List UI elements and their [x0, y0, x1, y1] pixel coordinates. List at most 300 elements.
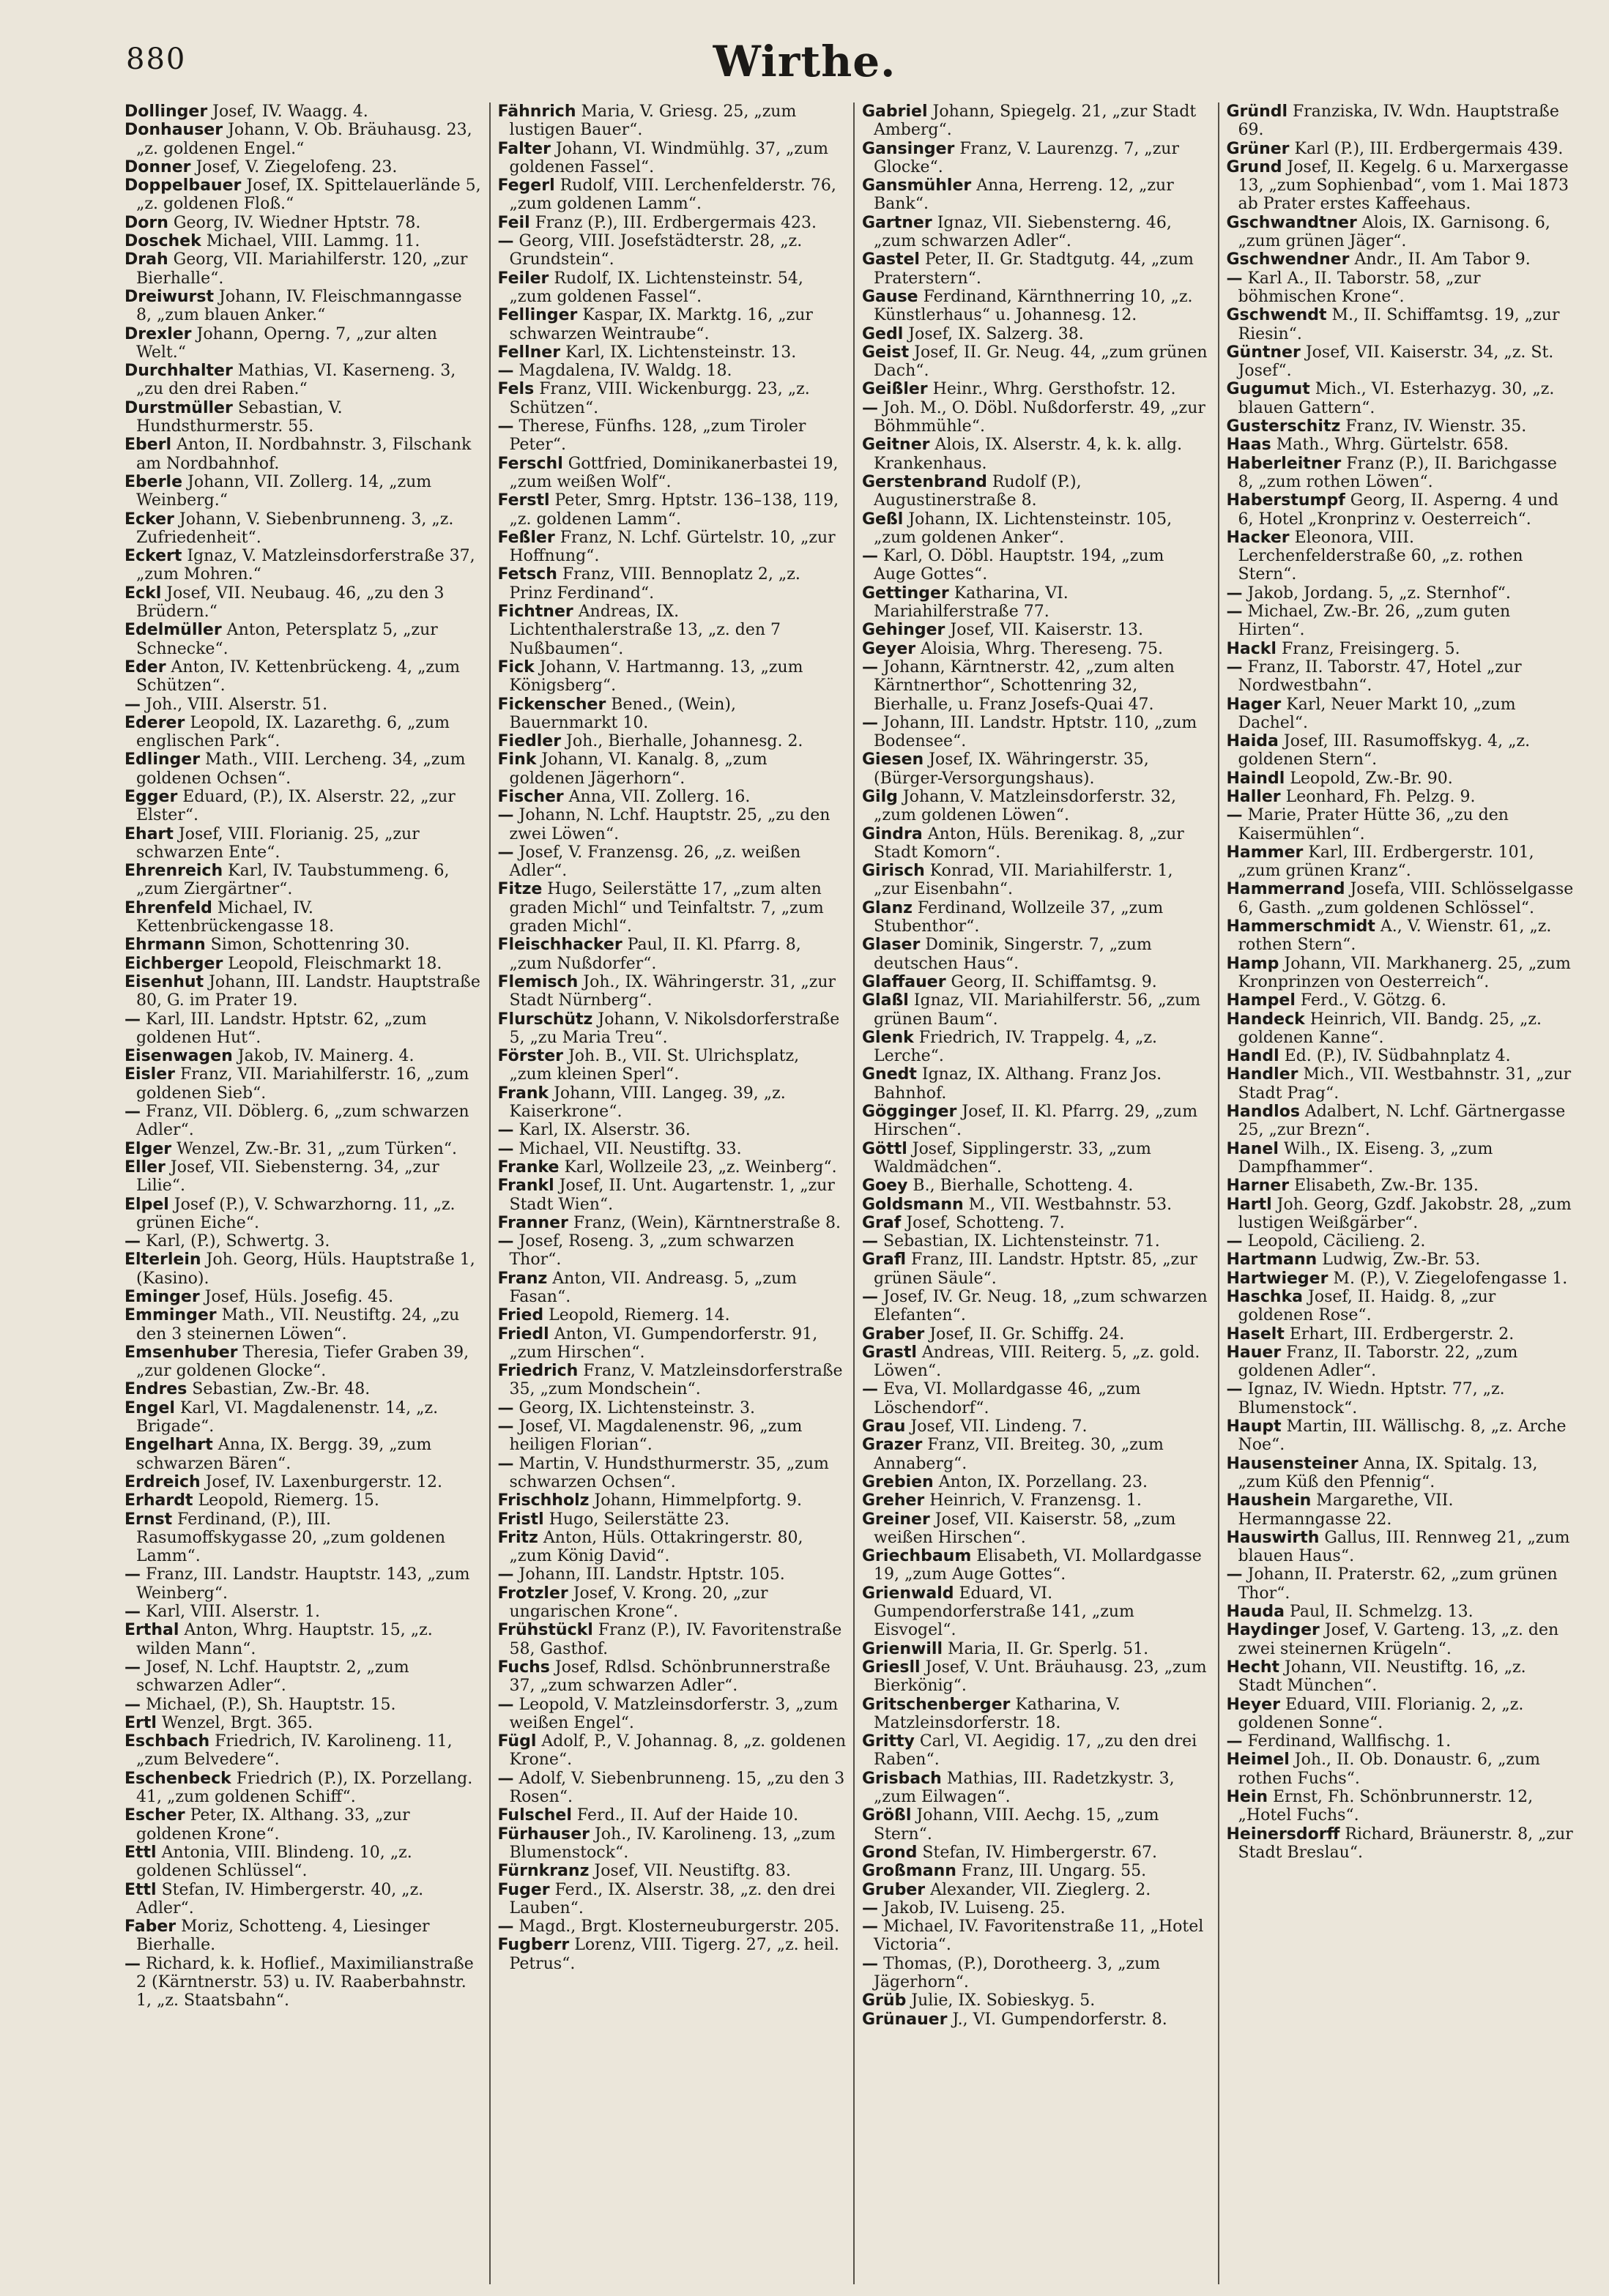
directory-entry — [1227, 1825, 1575, 1863]
directory-entry — [862, 1696, 1211, 1733]
entry-name: Haschka — [1226, 1288, 1304, 1306]
entry-name: Gusterschitz — [1226, 417, 1341, 436]
entry-details: Johann, VII. Zollerg. 14, „zum Weinberg.“ — [136, 472, 432, 510]
entry-details: Joh., IX. Währingerstr. 31, „zur Stadt Nürnberg“. — [509, 972, 836, 1010]
directory-entry — [1227, 1417, 1575, 1455]
entry-details: Josef, IV. Gr. Neug. 18, „zum schwarzen Elefanten“. — [874, 1288, 1208, 1325]
entry-name: Goldsmann — [862, 1195, 964, 1214]
entry-details: Ignaz, VII. Mariahilferstr. 56, „zum grünen Baum“. — [874, 991, 1201, 1029]
directory-entry — [1227, 1250, 1575, 1269]
directory-entry — [498, 1825, 847, 1863]
entry-details: Leopold, Riemerg. 14. — [543, 1306, 730, 1325]
entry-name: — — [497, 843, 514, 862]
entry-name: Franner — [497, 1213, 568, 1232]
entry-name: Edlinger — [125, 750, 201, 769]
entry-name: Hammerrand — [1226, 880, 1345, 899]
entry-name: Gansinger — [862, 139, 955, 158]
entry-details: Josef, III. Rasumoffskyg. 4, „z. goldenen Stern“. — [1238, 732, 1531, 769]
directory-entry — [498, 732, 847, 750]
entry-details: Magdalena, IV. Waldg. 18. — [513, 362, 732, 381]
entry-details: Josef, II. Gr. Schiffg. 24. — [924, 1324, 1125, 1343]
entry-name: Eisenwagen — [125, 1047, 233, 1066]
entry-name: Gehinger — [862, 621, 945, 640]
directory-entry — [862, 102, 1211, 140]
entry-details: Friedrich, IV. Karolineng. 11, „zum Belvedere“. — [136, 1732, 453, 1770]
entry-details: Franz, III. Ungarg. 55. — [956, 1862, 1147, 1881]
entry-name: Hartl — [1226, 1195, 1272, 1214]
entry-name: Eminger — [125, 1288, 200, 1306]
entry-name: — — [862, 1288, 878, 1306]
entry-name: Ferstl — [497, 491, 550, 510]
entry-details: Andreas, IX. Lichtenthalerstraße 13, „z. den 7 Nußbaumen“. — [509, 603, 781, 658]
entry-details: Josef, V. Unt. Bräuhausg. 23, „zum Bierkönig“. — [874, 1658, 1207, 1696]
entry-name: Frühstückl — [497, 1621, 593, 1640]
directory-entry — [862, 1991, 1211, 2010]
entry-details: Karl, VIII. Alserstr. 1. — [141, 1603, 320, 1622]
directory-entry — [125, 473, 482, 510]
directory-entry — [498, 880, 847, 936]
entry-details: Johann, V. Ob. Bräuhausg. 23, „z. goldenen Engel.“ — [136, 121, 472, 158]
entry-name: — — [497, 1232, 514, 1251]
directory-entry — [125, 121, 482, 158]
entry-name: Fuger — [497, 1880, 550, 1899]
directory-entry — [125, 362, 482, 399]
directory-entry — [498, 1510, 847, 1529]
entry-name: Gartner — [862, 213, 932, 232]
entry-details: Martin, III. Wällischg. 8, „z. Arche Noe“. — [1238, 1417, 1567, 1455]
directory-entry — [498, 1806, 847, 1824]
entry-name: Frischholz — [497, 1491, 590, 1510]
entry-name: — — [497, 1769, 514, 1788]
entry-name: Ehart — [125, 824, 174, 843]
entry-details: Adalbert, N. Lchf. Gärtnergasse 25, „zur Brezn“. — [1238, 1103, 1566, 1140]
directory-entry — [498, 306, 847, 343]
entry-name: Ettl — [125, 1880, 157, 1899]
entry-name: Erthal — [125, 1621, 179, 1640]
entry-name: Erdreich — [125, 1472, 201, 1491]
directory-entry — [1227, 250, 1575, 269]
directory-entry — [125, 1047, 482, 1065]
entry-details: Joh., II. Ob. Donaustr. 6, „zum rothen Fuchs“. — [1238, 1751, 1541, 1788]
entry-details: Ferdinand, Kärnthnerring 10, „z. Künstlerhaus“ u. Johannesg. 12. — [874, 287, 1193, 325]
entry-name: Faber — [125, 1917, 176, 1937]
entry-details: Josef, V. Krong. 20, „zur ungarischen Krone“. — [509, 1584, 768, 1622]
directory-entry — [498, 1584, 847, 1622]
directory-entry — [862, 214, 1211, 251]
entry-details: Joh. B., VII. St. Ulrichsplatz, „zum kleinen Sperl“. — [509, 1047, 800, 1084]
entry-details: Josef, VI. Magdalenenstr. 96, „zum heiligen Florian“. — [509, 1417, 803, 1455]
entry-details: Josef, VII. Lindeng. 7. — [905, 1417, 1088, 1436]
directory-entry — [862, 1862, 1211, 1880]
entry-details: Josef, VII. Kaiserstr. 34, „z. St. Josef“. — [1238, 343, 1554, 381]
entry-name: Feiler — [497, 269, 549, 288]
entry-name: Grazer — [862, 1436, 923, 1455]
directory-entry — [862, 343, 1211, 381]
entry-details: Jakob, IV. Mainerg. 4. — [232, 1047, 415, 1066]
entry-details: Joh., VIII. Alserstr. 51. — [141, 695, 328, 714]
directory-entry — [125, 584, 482, 622]
entry-name: Donner — [125, 157, 191, 176]
entry-name: Ettl — [125, 1843, 157, 1862]
entry-details: Maria, II. Gr. Sperlg. 51. — [942, 1639, 1149, 1658]
entry-name: Gedl — [862, 324, 904, 343]
entry-details: Franz, VII. Döblerg. 6, „zum schwarzen Adler“. — [136, 1103, 469, 1140]
entry-details: Anna, IX. Bergg. 39, „zum schwarzen Bären“. — [136, 1436, 432, 1473]
entry-name: — — [125, 1695, 141, 1714]
entry-name: Ederer — [125, 713, 185, 732]
entry-details: Mich., VI. Esterhazyg. 30, „z. blauen Gattern“. — [1238, 380, 1555, 417]
entry-details: Karl, III. Erdbergerstr. 101, „zum grünen Kranz“. — [1238, 843, 1534, 881]
entry-details: Anton, VI. Gumpendorferstr. 91, „zum Hirschen“. — [509, 1324, 818, 1362]
entry-name: Haindl — [1226, 769, 1285, 788]
entry-details: Josef, IX. Spittelauerlände 5, „z. goldenen Floß.“ — [136, 176, 481, 214]
entry-name: Förster — [497, 1047, 563, 1066]
entry-name: — — [497, 1121, 514, 1140]
entry-name: Hausensteiner — [1226, 1454, 1359, 1473]
entry-details: Karl, Wollzeile 23, „z. Weinberg“. — [559, 1158, 837, 1177]
entry-details: Georg, IX. Lichtensteinstr. 3. — [513, 1398, 755, 1417]
directory-entry — [125, 621, 482, 658]
entry-name: — — [125, 695, 141, 714]
entry-name: Gerstenbrand — [862, 472, 987, 491]
directory-entry — [1227, 1325, 1575, 1343]
entry-name: Haupt — [1226, 1417, 1282, 1436]
entry-name: — — [497, 1695, 514, 1714]
directory-entry — [125, 325, 482, 362]
entry-details: Johann, VII. Markhanerg. 25, „zum Kronprinzen von Oesterreich“. — [1238, 954, 1571, 991]
directory-entry — [862, 991, 1211, 1029]
directory-entry — [862, 1196, 1211, 1214]
entry-details: Anton, VII. Andreasg. 5, „zum Fasan“. — [509, 1269, 797, 1306]
directory-entry — [125, 1806, 482, 1844]
directory-entry — [498, 1325, 847, 1363]
directory-entry — [862, 547, 1211, 584]
entry-name: — — [497, 362, 514, 381]
directory-entry — [1227, 1177, 1575, 1195]
entry-details: Johann, Operng. 7, „zur alten Welt.“ — [136, 324, 437, 362]
entry-name: Gschwendner — [1226, 250, 1350, 269]
entry-details: Lorenz, VIII. Tigerg. 27, „z. heil. Petrus“. — [509, 1936, 839, 1973]
entry-name: Graber — [862, 1324, 925, 1343]
column-3 — [853, 102, 1218, 2284]
entry-details: B., Bierhalle, Schotteng. 4. — [907, 1177, 1134, 1196]
directory-entry — [862, 1640, 1211, 1658]
entry-details: Franziska, IV. Wdn. Hauptstraße 69. — [1238, 102, 1559, 140]
directory-entry — [498, 1121, 847, 1139]
directory-entry — [1227, 1270, 1575, 1288]
entry-details: Joh. M., O. Döbl. Nußdorferstr. 49, „zur Böhmmühle“. — [874, 398, 1205, 436]
directory-entry — [1227, 917, 1575, 955]
directory-entry — [1227, 491, 1575, 529]
directory-entry — [125, 1065, 482, 1103]
directory-entry — [862, 1140, 1211, 1177]
entry-details: Gallus, III. Rennweg 21, „zum blauen Haus“. — [1238, 1528, 1570, 1566]
entry-details: Johann, V. Matzleinsdorferstr. 32, „zum goldenen Löwen“. — [874, 787, 1176, 825]
directory-entry — [125, 973, 482, 1010]
entry-details: Richard, k. k. Hoflief., Maximilianstraße 2 (Kärntnerstr. 53) u. IV. Raaberbahnstr. 1, „z. Staatsbahn“. — [136, 1954, 474, 2010]
entry-details: Gottfried, Dominikanerbastei 19, „zum weißen Wolf“. — [509, 454, 839, 491]
directory-entry — [1227, 696, 1575, 733]
entry-details: Heinr., Whrg. Gersthofstr. 12. — [927, 380, 1176, 399]
entry-details: Georg, VII. Mariahilferstr. 120, „zur Bierhalle“. — [136, 250, 468, 288]
directory-entry — [125, 1603, 482, 1621]
directory-entry — [498, 1399, 847, 1417]
directory-entry — [862, 1473, 1211, 1491]
entry-details: Anton, Petersplatz 5, „zur Schnecke“. — [136, 621, 438, 658]
directory-entry — [862, 1732, 1211, 1770]
entry-name: Fetsch — [497, 565, 557, 584]
entry-details: Marie, Prater Hütte 36, „zu den Kaisermühlen“. — [1238, 806, 1509, 843]
directory-entry — [125, 158, 482, 176]
entry-details: Alois, IX. Alserstr. 4, k. k. allg. Krankenhaus. — [874, 436, 1183, 473]
entry-name: Fristl — [497, 1510, 544, 1529]
entry-name: Escher — [125, 1806, 185, 1825]
directory-entry — [125, 1491, 482, 1510]
entry-name: Haas — [1226, 436, 1271, 455]
entry-details: Mathias, VI. Kaserneng. 3, „zu den drei Raben.“ — [136, 362, 456, 399]
entry-details: Thomas, (P.), Dorotheerg. 3, „zum Jägerhorn“. — [874, 1954, 1161, 1991]
entry-details: Moriz, Schotteng. 4, Liesinger Bierhalle. — [136, 1917, 430, 1955]
entry-details: Josef, V. Ziegelofeng. 23. — [190, 157, 398, 176]
directory-entry — [125, 825, 482, 862]
directory-entry — [862, 1214, 1211, 1232]
entry-details: Ferdinand, Wallfischg. 1. — [1242, 1732, 1452, 1751]
entry-name: Geist — [862, 343, 910, 362]
entry-name: Grienwill — [862, 1639, 943, 1658]
directory-entry — [125, 1770, 482, 1807]
entry-name: — — [497, 1417, 514, 1436]
directory-entry — [498, 696, 847, 733]
entry-name: Ehrenfeld — [125, 898, 212, 917]
entry-details: J., VI. Gumpendorferstr. 8. — [947, 2010, 1167, 2029]
entry-details: Anna, Herreng. 12, „zur Bank“. — [874, 176, 1174, 214]
entry-details: Josefa, VIII. Schlösselgasse 6, Gasth. „zum goldenen Schlössel“. — [1238, 880, 1574, 917]
directory-entry — [498, 936, 847, 973]
entry-name: Grebien — [862, 1472, 934, 1491]
entry-details: Josef, Roseng. 3, „zum schwarzen Thor“. — [509, 1232, 795, 1270]
entry-details: Ferd., IX. Alserstr. 38, „z. den drei Lauben“. — [509, 1880, 836, 1917]
entry-name: — — [862, 398, 878, 417]
directory-entry — [862, 1881, 1211, 1899]
entry-name: Feßler — [497, 528, 555, 547]
directory-entry — [1227, 1196, 1575, 1233]
entry-details: Johann, V. Hartmanng. 13, „zum Königsberg“. — [509, 657, 803, 696]
entry-name: Fellinger — [497, 306, 578, 325]
entry-name: Harner — [1226, 1177, 1290, 1196]
directory-entry — [125, 436, 482, 473]
entry-name: Glanz — [862, 898, 913, 917]
entry-name: Gause — [862, 287, 918, 306]
entry-name: Fuchs — [497, 1658, 550, 1677]
entry-details: M., II. Schiffamtsg. 19, „zur Riesin“. — [1238, 306, 1560, 343]
directory-columns — [125, 102, 1582, 2284]
entry-details: Michael, VIII. Lammg. 11. — [201, 232, 420, 251]
entry-name: Doschek — [125, 232, 201, 251]
page-title: Wirthe. — [713, 37, 896, 86]
entry-details: Franz, VII. Mariahilferstr. 16, „zum goldenen Sieb“. — [136, 1065, 469, 1103]
entry-details: Math., Whrg. Gürtelstr. 658. — [1271, 436, 1509, 455]
entry-details: Josef, Rdlsd. Schönbrunnerstraße 37, „zum schwarzen Adler“. — [509, 1658, 830, 1696]
entry-details: Karl, IX. Lichtensteinstr. 13. — [560, 343, 797, 362]
entry-name: Haida — [1226, 732, 1279, 751]
entry-name: Glaßl — [862, 991, 909, 1010]
directory-entry — [1227, 1232, 1575, 1250]
entry-name: Gritty — [862, 1732, 915, 1751]
entry-name: Gschwandtner — [1226, 213, 1357, 232]
entry-name: Hampel — [1226, 991, 1296, 1010]
entry-details: Anna, IX. Spitalg. 13, „zum Küß den Pfennig“. — [1238, 1454, 1538, 1491]
entry-name: Eder — [125, 657, 166, 676]
directory-entry — [125, 1955, 482, 2010]
entry-details: Leopold, Zw.-Br. 90. — [1285, 769, 1453, 788]
entry-name: Hauda — [1226, 1603, 1285, 1622]
directory-entry — [862, 1955, 1211, 1992]
entry-name: Glaser — [862, 936, 921, 955]
directory-entry — [125, 1343, 482, 1381]
entry-name: Grienwald — [862, 1584, 954, 1603]
entry-details: Andreas, VIII. Reiterg. 5, „z. gold. Löwen“. — [874, 1343, 1200, 1381]
entry-details: Franz, (Wein), Kärntnerstraße 8. — [568, 1213, 841, 1232]
directory-entry — [862, 1029, 1211, 1066]
directory-entry — [1227, 102, 1575, 140]
entry-name: Erhardt — [125, 1491, 193, 1510]
directory-entry — [1227, 455, 1575, 492]
directory-entry — [1227, 584, 1575, 603]
directory-entry — [1227, 788, 1575, 806]
entry-details: Johann, Spiegelg. 21, „zur Stadt Amberg“. — [874, 102, 1197, 140]
entry-name: — — [497, 1917, 514, 1937]
directory-entry — [1227, 955, 1575, 992]
directory-entry — [498, 1936, 847, 1973]
entry-details: Eduard, VIII. Florianig. 2, „z. goldenen Sonne“. — [1238, 1695, 1524, 1732]
entry-name: Geitner — [862, 436, 930, 455]
directory-entry — [862, 825, 1211, 862]
directory-entry — [498, 1306, 847, 1324]
directory-entry — [862, 1065, 1211, 1103]
entry-name: — — [125, 1103, 141, 1122]
directory-entry — [862, 380, 1211, 398]
entry-name: Fichtner — [497, 603, 573, 622]
entry-details: Konrad, VII. Mariahilferstr. 1, „zur Eisenbahn“. — [874, 862, 1173, 899]
entry-details: Josef, VII. Neustiftg. 83. — [589, 1862, 792, 1881]
directory-entry — [862, 250, 1211, 288]
entry-details: Katharina, V. Matzleinsdorferstr. 18. — [874, 1695, 1121, 1732]
entry-details: Ignaz, IX. Althang. Franz Jos. Bahnhof. — [874, 1065, 1162, 1103]
directory-entry — [1227, 1380, 1575, 1417]
entry-details: Johann, VIII. Langeg. 39, „z. Kaiserkrone“. — [509, 1084, 786, 1122]
entry-details: Johann, III. Landstr. Hptstr. 110, „zum Bodensee“. — [874, 713, 1197, 751]
entry-name: Fiedler — [497, 732, 562, 751]
entry-name: Franke — [497, 1158, 560, 1177]
entry-details: Franz, N. Lchf. Gürtelstr. 10, „zur Hoffnung“. — [509, 528, 836, 566]
directory-entry — [498, 529, 847, 566]
entry-details: Georg, II. Schiffamtsg. 9. — [945, 972, 1157, 991]
directory-entry — [1227, 640, 1575, 658]
directory-entry — [1227, 732, 1575, 769]
directory-entry — [498, 1917, 847, 1936]
entry-name: Grund — [1226, 157, 1282, 176]
entry-details: Franz, Freisingerg. 5. — [1276, 639, 1460, 658]
entry-details: Anton, Hüls. Ottakringerstr. 80, „zum König David“. — [509, 1528, 803, 1566]
entry-details: Ed. (P.), IV. Südbahnplatz 4. — [1279, 1047, 1511, 1066]
directory-entry — [498, 1270, 847, 1307]
directory-entry — [862, 1658, 1211, 1696]
entry-details: Leopold, IX. Lazarethg. 6, „zum englischen Park“. — [136, 713, 450, 751]
entry-name: — — [497, 1398, 514, 1417]
entry-details: Wenzel, Brgt. 365. — [156, 1713, 313, 1732]
entry-name: — — [1226, 1565, 1243, 1584]
entry-name: — — [1226, 603, 1243, 622]
entry-details: Michael, Zw.-Br. 26, „zum guten Hirten“. — [1238, 603, 1511, 640]
entry-details: Joh., IV. Karolineng. 13, „zum Blumenstock“. — [509, 1824, 836, 1862]
directory-entry — [862, 640, 1211, 658]
entry-details: Franz, II. Taborstr. 22, „zum goldenen Adler“. — [1238, 1343, 1518, 1381]
entry-details: Mathias, III. Radetzkystr. 3, „zum Eilwagen“. — [874, 1769, 1175, 1807]
directory-entry — [1227, 269, 1575, 307]
entry-name: Hacker — [1226, 528, 1290, 547]
directory-entry — [1227, 843, 1575, 881]
entry-details: Dominik, Singerstr. 7, „zum deutschen Haus“. — [874, 936, 1152, 973]
entry-name: Goey — [862, 1177, 908, 1196]
directory-entry — [1227, 1288, 1575, 1325]
entry-name: Fels — [497, 380, 535, 399]
directory-entry — [862, 1510, 1211, 1548]
entry-name: Frotzler — [497, 1584, 568, 1603]
column-2 — [489, 102, 854, 2284]
entry-name: Gnedt — [862, 1065, 917, 1084]
directory-entry — [1227, 1732, 1575, 1751]
entry-details: Sebastian, V. Hundsthurmerstr. 55. — [136, 398, 343, 436]
directory-entry — [498, 176, 847, 214]
entry-details: Sebastian, Zw.-Br. 48. — [187, 1380, 371, 1399]
entry-name: Eisler — [125, 1065, 175, 1084]
entry-name: Glenk — [862, 1028, 914, 1047]
entry-name: Hackl — [1226, 639, 1277, 658]
entry-details: Johann, IV. Fleischmanngasse 8, „zum blauen Anker.“ — [136, 287, 462, 325]
directory-entry — [1227, 1065, 1575, 1103]
entry-name: Engel — [125, 1398, 175, 1417]
entry-details: Adolf, V. Siebenbrunneng. 15, „zu den 3 Rosen“. — [509, 1769, 845, 1807]
entry-name: Göttl — [862, 1139, 907, 1158]
entry-details: Anton, Whrg. Hauptstr. 15, „z. wilden Mann“. — [136, 1621, 433, 1658]
directory-entry — [498, 455, 847, 492]
entry-name: — — [862, 657, 878, 676]
directory-entry — [498, 1621, 847, 1658]
entry-details: Johann, IX. Lichtensteinstr. 105, „zum goldenen Anker“. — [874, 510, 1173, 547]
entry-name: Frank — [497, 1084, 549, 1103]
entry-name: Hammer — [1226, 843, 1304, 862]
directory-entry — [498, 1565, 847, 1584]
directory-entry — [1227, 343, 1575, 381]
entry-name: Engelhart — [125, 1436, 213, 1455]
entry-name: Handlos — [1226, 1103, 1300, 1122]
entry-details: Wilh., IX. Eiseng. 3, „zum Dampfhammer“. — [1238, 1139, 1493, 1177]
entry-details: Hugo, Seilerstätte 17, „zum alten graden Michl“ und Teinfaltstr. 7, „zum graden Michl“. — [509, 880, 824, 936]
directory-entry — [498, 1770, 847, 1807]
entry-name: Eschbach — [125, 1732, 210, 1751]
entry-name: — — [1226, 806, 1243, 825]
directory-entry — [498, 1862, 847, 1880]
directory-entry — [498, 603, 847, 658]
directory-entry — [125, 1732, 482, 1770]
entry-name: Giesen — [862, 750, 924, 769]
entry-details: Josef, N. Lchf. Hauptstr. 2, „zum schwarzen Adler“. — [136, 1658, 409, 1696]
entry-name: Griechbaum — [862, 1547, 972, 1566]
entry-name: Hager — [1226, 695, 1282, 714]
entry-details: Franz, V. Laurenzg. 7, „zur Glocke“. — [874, 139, 1179, 176]
entry-details: Leopold, Cäcilieng. 2. — [1242, 1232, 1426, 1251]
entry-details: Josef, II. Haidg. 8, „zur goldenen Rose“. — [1238, 1288, 1496, 1325]
